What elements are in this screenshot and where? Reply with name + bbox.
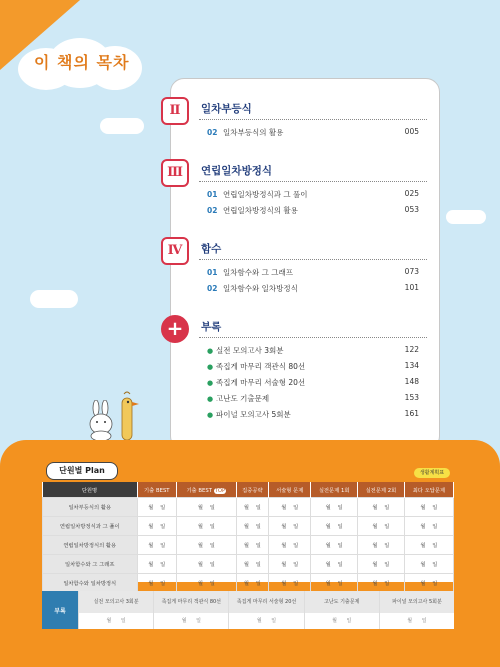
bullet-icon: ● [207,395,214,403]
day-label: 일 [337,562,343,568]
date-cell[interactable] [404,517,453,536]
numeral-badge: Ⅲ [161,159,189,187]
item-number: 02 [207,206,218,215]
month-label: 월 [281,524,287,530]
item-page: 101 [404,283,419,292]
rabbit-illustration [86,400,116,440]
date-cell[interactable] [79,613,153,629]
col-header-label: 기출 BEST [186,487,212,494]
day-label: 일 [337,543,343,549]
plan-row-name: 연립일차방정식과 그 풀이 [43,517,138,536]
item-label: 족집게 마무리 서술형 20선 [216,378,306,387]
date-cell[interactable] [177,498,236,517]
date-cell[interactable] [404,555,453,574]
month-label: 월 [420,524,426,530]
appendix-plan [42,591,454,629]
day-label: 일 [384,581,390,587]
col-header: 실전문제 1회 [311,482,358,498]
day-label: 일 [255,562,261,568]
cloud-decoration [100,118,144,134]
item-label: 실전 모의고사 3회분 [216,346,284,355]
date-cell[interactable] [269,555,311,574]
day-label: 일 [432,562,438,568]
bullet-icon: ● [207,411,214,419]
appendix-col [78,591,153,629]
bullet-icon: ● [207,379,214,387]
item-label: 족집게 마무리 객관식 80선 [216,362,306,371]
month-label: 월 [148,562,154,568]
date-cell[interactable] [358,498,405,517]
item-page: 134 [404,361,419,370]
item-number: 01 [207,268,218,277]
month-label: 월 [106,618,112,624]
date-cell[interactable] [311,574,358,593]
month-label: 월 [256,618,262,624]
appendix-col [153,591,228,629]
date-cell[interactable] [311,498,358,517]
date-cell[interactable] [358,555,405,574]
toc-item[interactable] [207,283,419,295]
date-cell[interactable] [177,536,236,555]
month-label: 월 [197,543,203,549]
divider [199,181,427,182]
item-page: 053 [404,205,419,214]
date-cell[interactable] [236,574,269,593]
date-cell[interactable] [404,498,453,517]
month-label: 월 [197,524,203,530]
day-label: 일 [346,618,352,624]
day-label: 일 [384,562,390,568]
day-label: 일 [432,505,438,511]
month-label: 월 [332,618,337,624]
day-label: 일 [421,618,427,624]
plan-row [43,498,454,517]
day-label: 일 [337,581,343,587]
date-cell[interactable] [137,536,177,555]
date-cell[interactable] [358,536,405,555]
day-label: 일 [160,543,166,549]
item-label: 연립일차방정식의 활용 [223,206,298,215]
plan-row [43,536,454,555]
col-header: 최다 오답문제 [404,482,453,498]
date-cell[interactable] [269,574,311,593]
date-cell[interactable] [137,555,177,574]
book-title: 이 책의 목차 [34,53,130,72]
date-cell[interactable] [137,574,177,593]
day-label: 일 [293,505,299,511]
plan-row-name: 일차함수와 일차방정식 [43,574,138,593]
item-page: 073 [404,267,419,276]
bullet-icon: ● [207,347,214,355]
cloud-decoration [30,290,78,308]
month-label: 월 [181,618,187,624]
day-label: 일 [432,543,438,549]
date-cell[interactable] [404,574,453,593]
day-label: 일 [209,562,215,568]
day-label: 일 [271,618,277,624]
date-cell[interactable] [358,574,405,593]
day-label: 일 [337,524,343,530]
month-label: 월 [243,524,249,530]
month-label: 월 [281,581,287,587]
plan-header-row [43,482,454,498]
date-cell[interactable] [311,517,358,536]
toc-panel [166,78,440,450]
appendix-col-header: 실전 모의고사 3회분 [79,591,153,613]
plan-row-name: 일차부등식의 활용 [43,498,138,517]
date-cell[interactable] [137,517,177,536]
bird-illustration [115,390,139,440]
month-label: 월 [281,562,287,568]
item-page: 025 [404,189,419,198]
plan-title: 단원별 Plan [46,462,118,480]
date-cell[interactable] [154,613,228,629]
day-label: 일 [384,505,390,511]
toc-item[interactable] [207,189,419,201]
divider [199,119,427,120]
month-label: 월 [197,581,203,587]
section-title: 연립일차방정식 [201,165,273,177]
item-label: 파이널 모의고사 5회분 [216,410,291,419]
day-label: 일 [209,524,215,530]
month-label: 월 [243,543,249,549]
day-label: 일 [432,581,438,587]
toc-item[interactable] [207,205,419,217]
appendix-col-header: 파이널 모의고사 5회분 [380,591,454,613]
month-label: 월 [148,581,154,587]
section-title: 함수 [201,243,222,255]
appendix-col [379,591,454,629]
section-title: 부록 [201,321,222,333]
day-label: 일 [384,543,390,549]
month-label: 월 [372,524,378,530]
item-page: 148 [404,377,419,386]
plus-icon: + [161,315,189,343]
month-label: 월 [243,505,249,511]
month-label: 월 [197,505,203,511]
month-label: 월 [420,562,426,568]
date-cell[interactable] [236,555,269,574]
date-cell[interactable] [358,517,405,536]
col-header: 집중공략 [236,482,269,498]
day-label: 일 [293,562,299,568]
month-label: 월 [148,505,154,511]
item-number: 01 [207,190,218,199]
day-label: 일 [160,505,166,511]
item-page: 161 [404,409,419,418]
day-label: 일 [160,581,166,587]
appendix-col-header: 족집게 마무리 객관식 80선 [154,591,228,613]
date-cell[interactable] [269,536,311,555]
plan-row [43,517,454,536]
item-page: 122 [404,345,419,354]
date-cell[interactable] [404,536,453,555]
day-label: 일 [432,524,438,530]
day-label: 일 [209,505,215,511]
day-label: 일 [160,524,166,530]
numeral-badge: Ⅳ [161,237,189,265]
day-label: 일 [255,581,261,587]
month-label: 월 [325,543,331,549]
plan-row-name: 연립일차방정식의 활용 [43,536,138,555]
item-label: 일차함수와 일차방정식 [223,284,298,293]
day-label: 일 [196,618,201,624]
month-label: 월 [325,562,331,568]
col-header: 단원명 [43,482,138,498]
month-label: 월 [281,543,287,549]
month-label: 월 [372,562,378,568]
month-label: 월 [243,562,249,568]
best-badge: TOP [214,487,226,494]
month-label: 월 [281,505,287,511]
month-label: 월 [325,505,331,511]
month-label: 월 [407,618,413,624]
month-label: 월 [197,562,203,568]
col-header: 실전문제 2회 [358,482,405,498]
appendix-col [228,591,303,629]
month-label: 월 [372,505,378,511]
day-label: 일 [209,581,215,587]
col-header [137,482,177,498]
date-cell[interactable] [311,555,358,574]
month-label: 월 [325,524,331,530]
item-number: 02 [207,128,218,137]
date-cell[interactable] [137,498,177,517]
divider [199,337,427,338]
plan-badge: 생활계획표 [414,468,450,478]
month-label: 월 [372,581,378,587]
day-label: 일 [293,543,299,549]
cloud-decoration [446,210,486,224]
date-cell[interactable] [311,536,358,555]
col-header: 서술형 문제 [269,482,311,498]
month-label: 월 [420,543,426,549]
col-header [177,482,236,498]
date-cell[interactable] [269,498,311,517]
plan-table-box [42,482,454,587]
toc-item[interactable] [207,361,419,373]
day-label: 일 [120,618,126,624]
plan-row [43,555,454,574]
date-cell[interactable] [177,574,236,593]
date-cell[interactable] [229,613,303,629]
month-label: 월 [372,543,378,549]
item-label: 일차부등식의 활용 [223,128,284,137]
day-label: 일 [293,524,299,530]
toc-item[interactable] [207,267,419,279]
month-label: 월 [148,543,154,549]
item-label: 연립일차방정식과 그 풀이 [223,190,308,199]
month-label: 월 [420,505,426,511]
item-label: 일차함수와 그 그래프 [223,268,293,277]
day-label: 일 [337,505,343,511]
day-label: 일 [255,524,261,530]
date-cell[interactable] [236,498,269,517]
day-label: 일 [160,562,166,568]
section-title: 일차부등식 [201,103,252,115]
item-label: 고난도 기출문제 [216,394,270,403]
day-label: 일 [384,524,390,530]
date-cell[interactable] [236,536,269,555]
toc-item[interactable] [207,409,419,421]
day-label: 일 [293,581,299,587]
day-label: 일 [209,543,215,549]
appendix-col-header: 고난도 기출문제 [305,591,379,613]
plan-row-name: 일차함수와 그 그래프 [43,555,138,574]
toc-item[interactable] [207,393,419,405]
toc-item[interactable] [207,377,419,389]
date-cell[interactable] [380,613,454,629]
appendix-label: 부록 [42,591,78,629]
month-label: 월 [243,581,249,587]
divider [199,259,427,260]
date-cell[interactable] [269,517,311,536]
item-page: 153 [404,393,419,402]
date-cell[interactable] [236,517,269,536]
date-cell[interactable] [305,613,379,629]
day-label: 일 [255,543,261,549]
appendix-col [304,591,379,629]
date-cell[interactable] [177,555,236,574]
date-cell[interactable] [177,517,236,536]
toc-item[interactable] [207,345,419,357]
month-label: 월 [148,524,154,530]
item-number: 02 [207,284,218,293]
month-label: 월 [420,581,426,587]
plan-table [42,482,454,593]
plan-row [43,574,454,593]
item-page: 005 [404,127,419,136]
bullet-icon: ● [207,363,214,371]
day-label: 일 [255,505,261,511]
toc-item[interactable] [207,127,419,139]
appendix-col-header: 족집게 마무리 서술형 20선 [229,591,303,613]
col-header-label: 기출 BEST [144,487,170,494]
month-label: 월 [325,581,331,587]
numeral-badge: Ⅱ [161,97,189,125]
